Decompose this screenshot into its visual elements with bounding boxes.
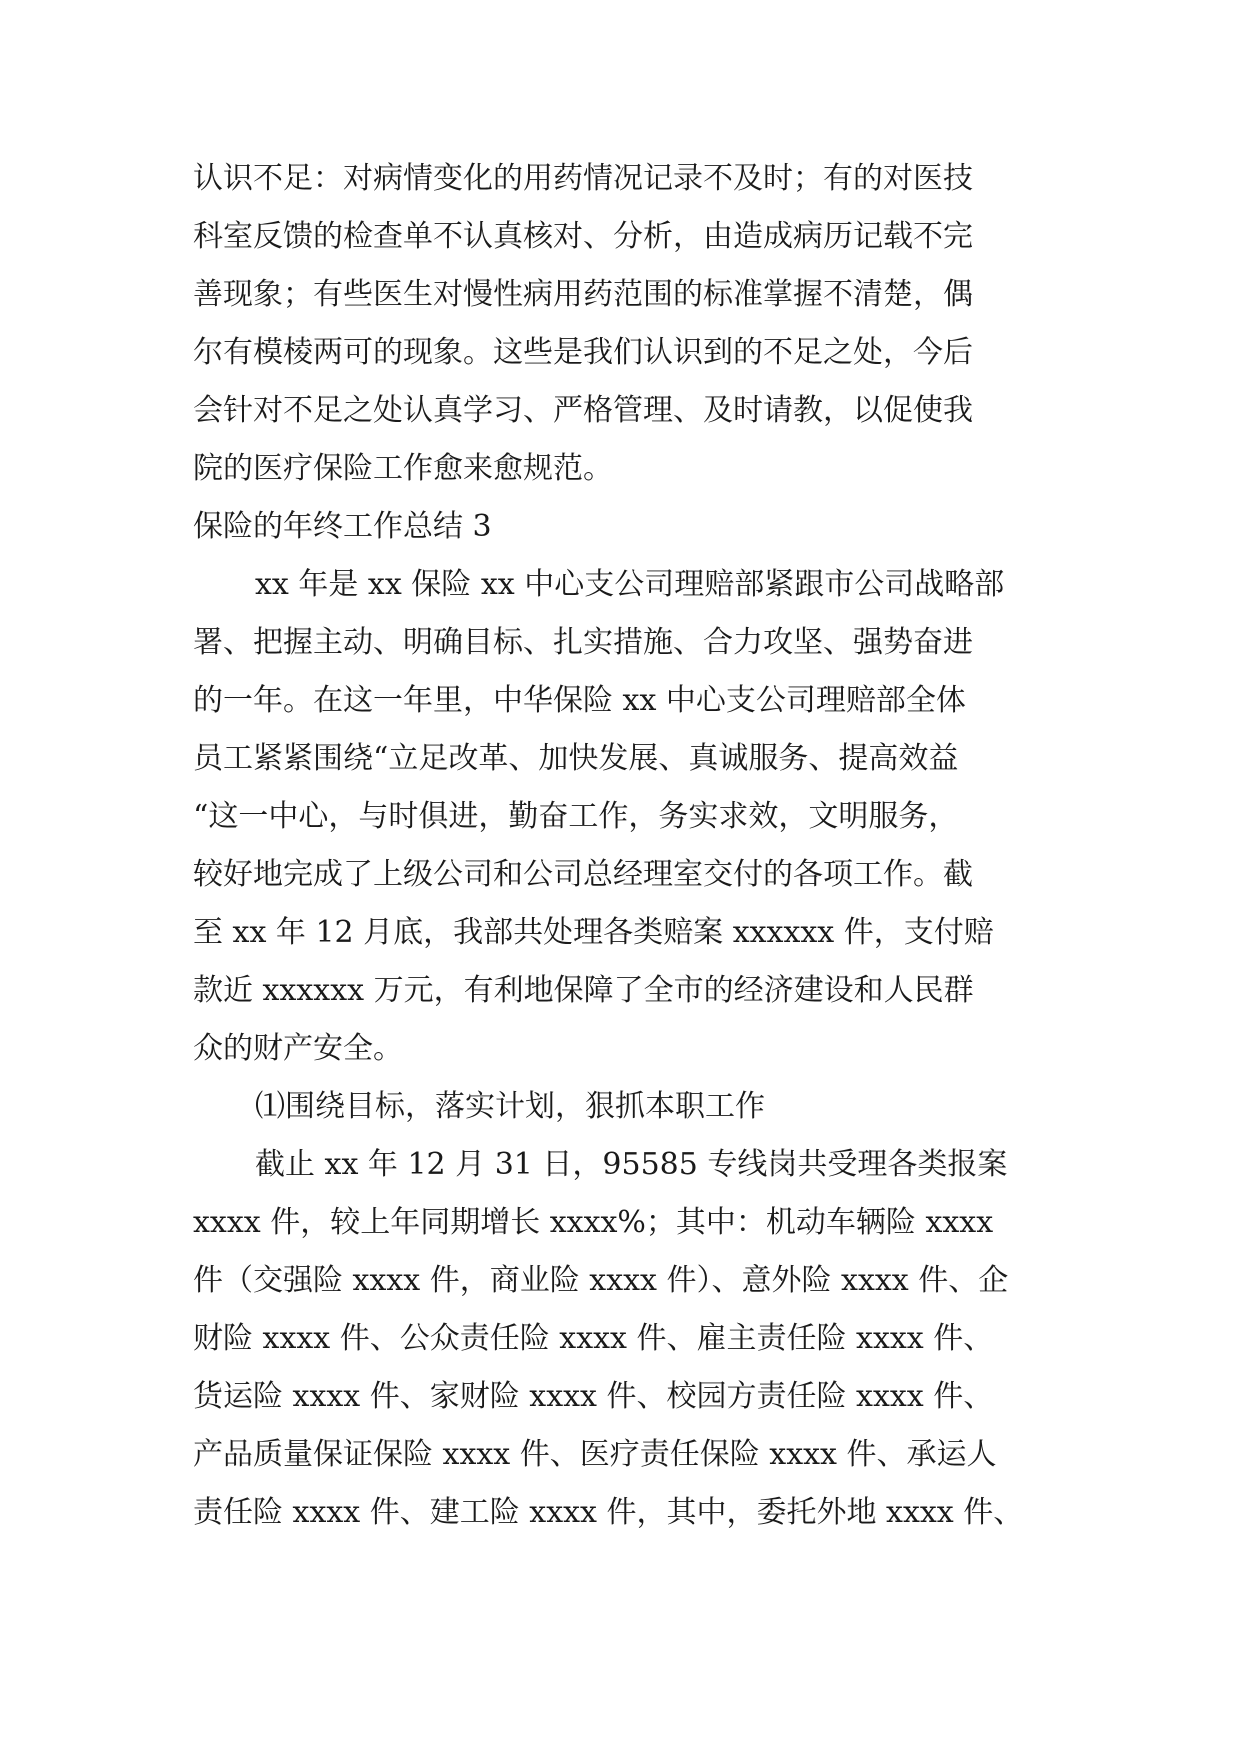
- text-line: 款近 xxxxxx 万元，有利地保障了全市的经济建设和人民群: [193, 973, 974, 1008]
- text-line: 会针对不足之处认真学习、严格管理、及时请教，以促使我: [193, 393, 973, 428]
- text-line: 院的医疗保险工作愈来愈规范。: [193, 451, 613, 486]
- text-line: ⑴围绕目标，落实计划，狠抓本职工作: [255, 1089, 765, 1124]
- text-line: 财险 xxxx 件、公众责任险 xxxx 件、雇主责任险 xxxx 件、: [193, 1321, 994, 1356]
- text-line: 员工紧紧围绕“立足改革、加快发展、真诚服务、提高效益: [193, 741, 959, 776]
- text-line: 较好地完成了上级公司和公司总经理室交付的各项工作。截: [193, 857, 973, 892]
- text-line: 产品质量保证保险 xxxx 件、医疗责任保险 xxxx 件、承运人: [193, 1437, 997, 1472]
- text-line: 保险的年终工作总结 3: [193, 509, 492, 544]
- document-body: [193, 150, 1073, 1542]
- text-line: 科室反馈的检查单不认真核对、分析，由造成病历记载不完: [193, 219, 973, 254]
- text-line: 件（交强险 xxxx 件，商业险 xxxx 件）、意外险 xxxx 件、企: [193, 1263, 1009, 1298]
- text-line: xx 年是 xx 保险 xx 中心支公司理赔部紧跟市公司战略部: [255, 567, 1005, 602]
- text-line: 货运险 xxxx 件、家财险 xxxx 件、校园方责任险 xxxx 件、: [193, 1379, 994, 1414]
- text-line: 责任险 xxxx 件、建工险 xxxx 件，其中，委托外地 xxxx 件、: [193, 1495, 1024, 1530]
- text-line: 至 xx 年 12 月底，我部共处理各类赔案 xxxxxx 件，支付赔: [193, 915, 994, 950]
- text-line: 截止 xx 年 12 月 31 日，95585 专线岗共受理各类报案: [255, 1147, 1008, 1182]
- text-line: xxxx 件，较上年同期增长 xxxx%；其中：机动车辆险 xxxx: [193, 1205, 994, 1240]
- text-line: 善现象；有些医生对慢性病用药范围的标准掌握不清楚，偶: [193, 277, 973, 312]
- text-line: “这一中心，与时俱进，勤奋工作，务实求效，文明服务，: [193, 799, 959, 834]
- text-line: 众的财产安全。: [193, 1031, 403, 1066]
- text-line: 认识不足：对病情变化的用药情况记录不及时；有的对医技: [193, 161, 973, 196]
- text-line: 的一年。在这一年里，中华保险 xx 中心支公司理赔部全体: [193, 683, 966, 718]
- text-line: 尔有模棱两可的现象。这些是我们认识到的不足之处，今后: [193, 335, 973, 370]
- text-line: 署、把握主动、明确目标、扎实措施、合力攻坚、强势奋进: [193, 625, 973, 660]
